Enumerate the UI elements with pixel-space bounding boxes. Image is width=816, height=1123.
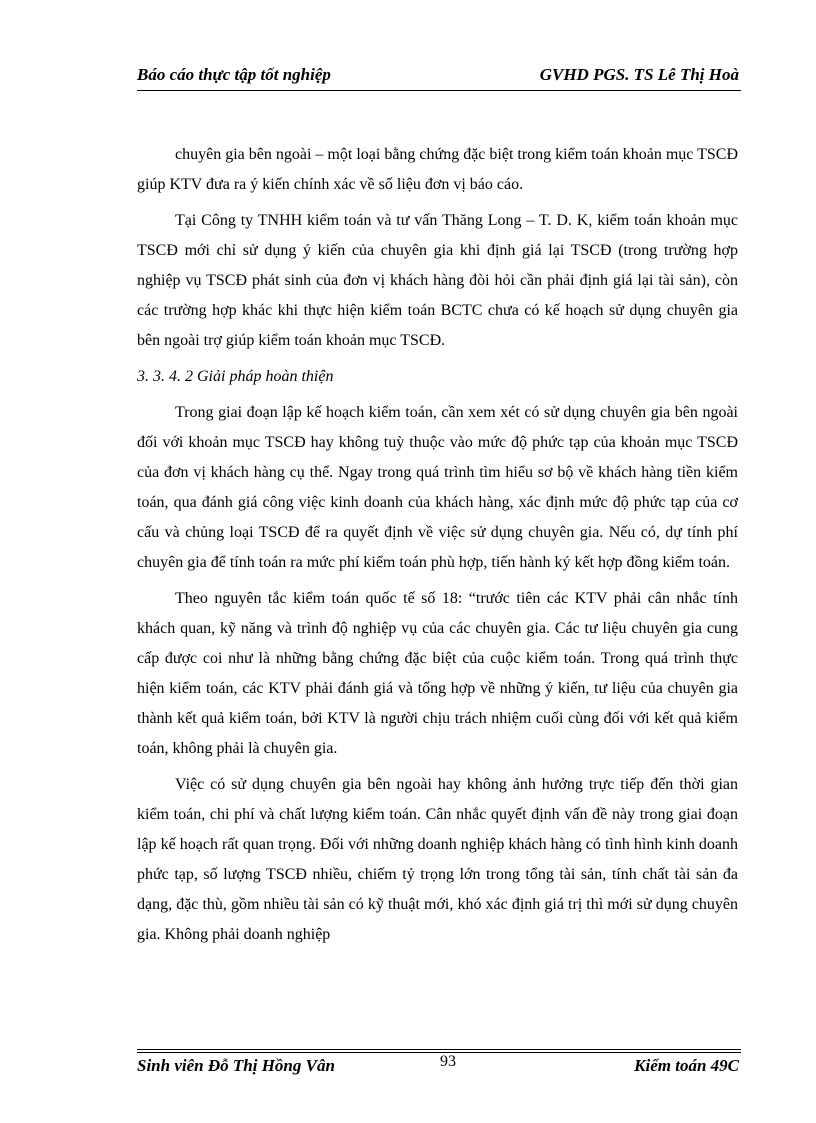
paragraph-planning: Trong giai đoạn lập kế hoạch kiểm toán, cần xem xét có sử dụng chuyên gia bên ngoài đối với khoản mục TSCĐ hay không tuỳ thuộc vào mức độ phức tạp của khoản mục TSCĐ của đơn vị khách hàng cụ thể. Ngay trong quá trình tìm hiểu sơ bộ về khách hàng tiền kiểm toán, qua đánh giá công việc kinh doanh của khách hàng, xác định mức độ phức tạp của cơ cấu và chủng loại TSCĐ để ra quyết định về việc sử dụng chuyên gia. Nếu có, dự tính phí chuyên gia để tính toán ra mức phí kiểm toán phù hợp, tiến hành ký kết hợp đồng kiểm toán. (137, 404, 738, 571)
page-number: 93 (440, 1053, 456, 1070)
footer-class: Kiểm toán 49C (634, 1056, 739, 1075)
page-footer (137, 1055, 741, 1079)
footer-student-name: Sinh viên Đỗ Thị Hồng Vân (137, 1056, 335, 1075)
paragraph-company-practice: Tại Công ty TNHH kiểm toán và tư vấn Thăng Long – T. D. K, kiểm toán khoản mục TSCĐ mới chỉ sử dụng ý kiến của chuyên gia khi định giá lại TSCĐ (trong trường hợp nghiệp vụ TSCĐ phát sinh của đơn vị khách hàng đòi hỏi cần phải định giá lại tài sản), còn các trường hợp khác khi thực hiện kiểm toán BCTC chưa có kế hoạch sử dụng chuyên gia bên ngoài trợ giúp kiểm toán khoản mục TSCĐ. (137, 212, 738, 349)
footer-divider-bottom (137, 1052, 741, 1053)
paragraph-isa18: Theo nguyên tắc kiểm toán quốc tế số 18: “trước tiên các KTV phải cân nhắc tính khách quan, kỹ năng và trình độ nghiệp vụ của các chuyên gia. Các tư liệu chuyên gia cung cấp được coi như là những bằng chứng đặc biệt của cuộc kiểm toán. Trong quá trình thực hiện kiểm toán, các KTV phải đánh giá và tổng hợp về những ý kiến, tư liệu của chuyên gia thành kết quả kiểm toán, bởi KTV là người chịu trách nhiệm cuối cùng đối với kết quả kiểm toán, không phải là chuyên gia. (137, 590, 738, 757)
footer-divider-top (137, 1049, 741, 1050)
header-supervisor: GVHD PGS. TS Lê Thị Hoà (539, 65, 739, 84)
header-report-title: Báo cáo thực tập tốt nghiệp (137, 65, 331, 84)
document-body (137, 140, 738, 956)
paragraph-expert-usage: Việc có sử dụng chuyên gia bên ngoài hay không ảnh hưởng trực tiếp đến thời gian kiểm toán, chi phí và chất lượng kiểm toán. Cân nhắc quyết định vấn đề này trong giai đoạn lập kế hoạch rất quan trọng. Đối với những doanh nghiệp khách hàng có tình hình kinh doanh phức tạp, số lượng TSCĐ nhiều, chiếm tỷ trọng lớn trong tổng tài sản, tính chất tài sản đa dạng, đặc thù, gồm nhiều tài sản có kỹ thuật mới, khó xác định giá trị thì mới sử dụng chuyên gia. Không phải doanh nghiệp (137, 776, 738, 943)
paragraph-continuation: chuyên gia bên ngoài – một loại bằng chứng đặc biệt trong kiểm toán khoản mục TSCĐ giúp KTV đưa ra ý kiến chính xác về số liệu đơn vị báo cáo. (137, 146, 738, 193)
section-subheading: 3. 3. 4. 2 Giải pháp hoàn thiện (137, 368, 334, 385)
page-header (137, 62, 741, 91)
